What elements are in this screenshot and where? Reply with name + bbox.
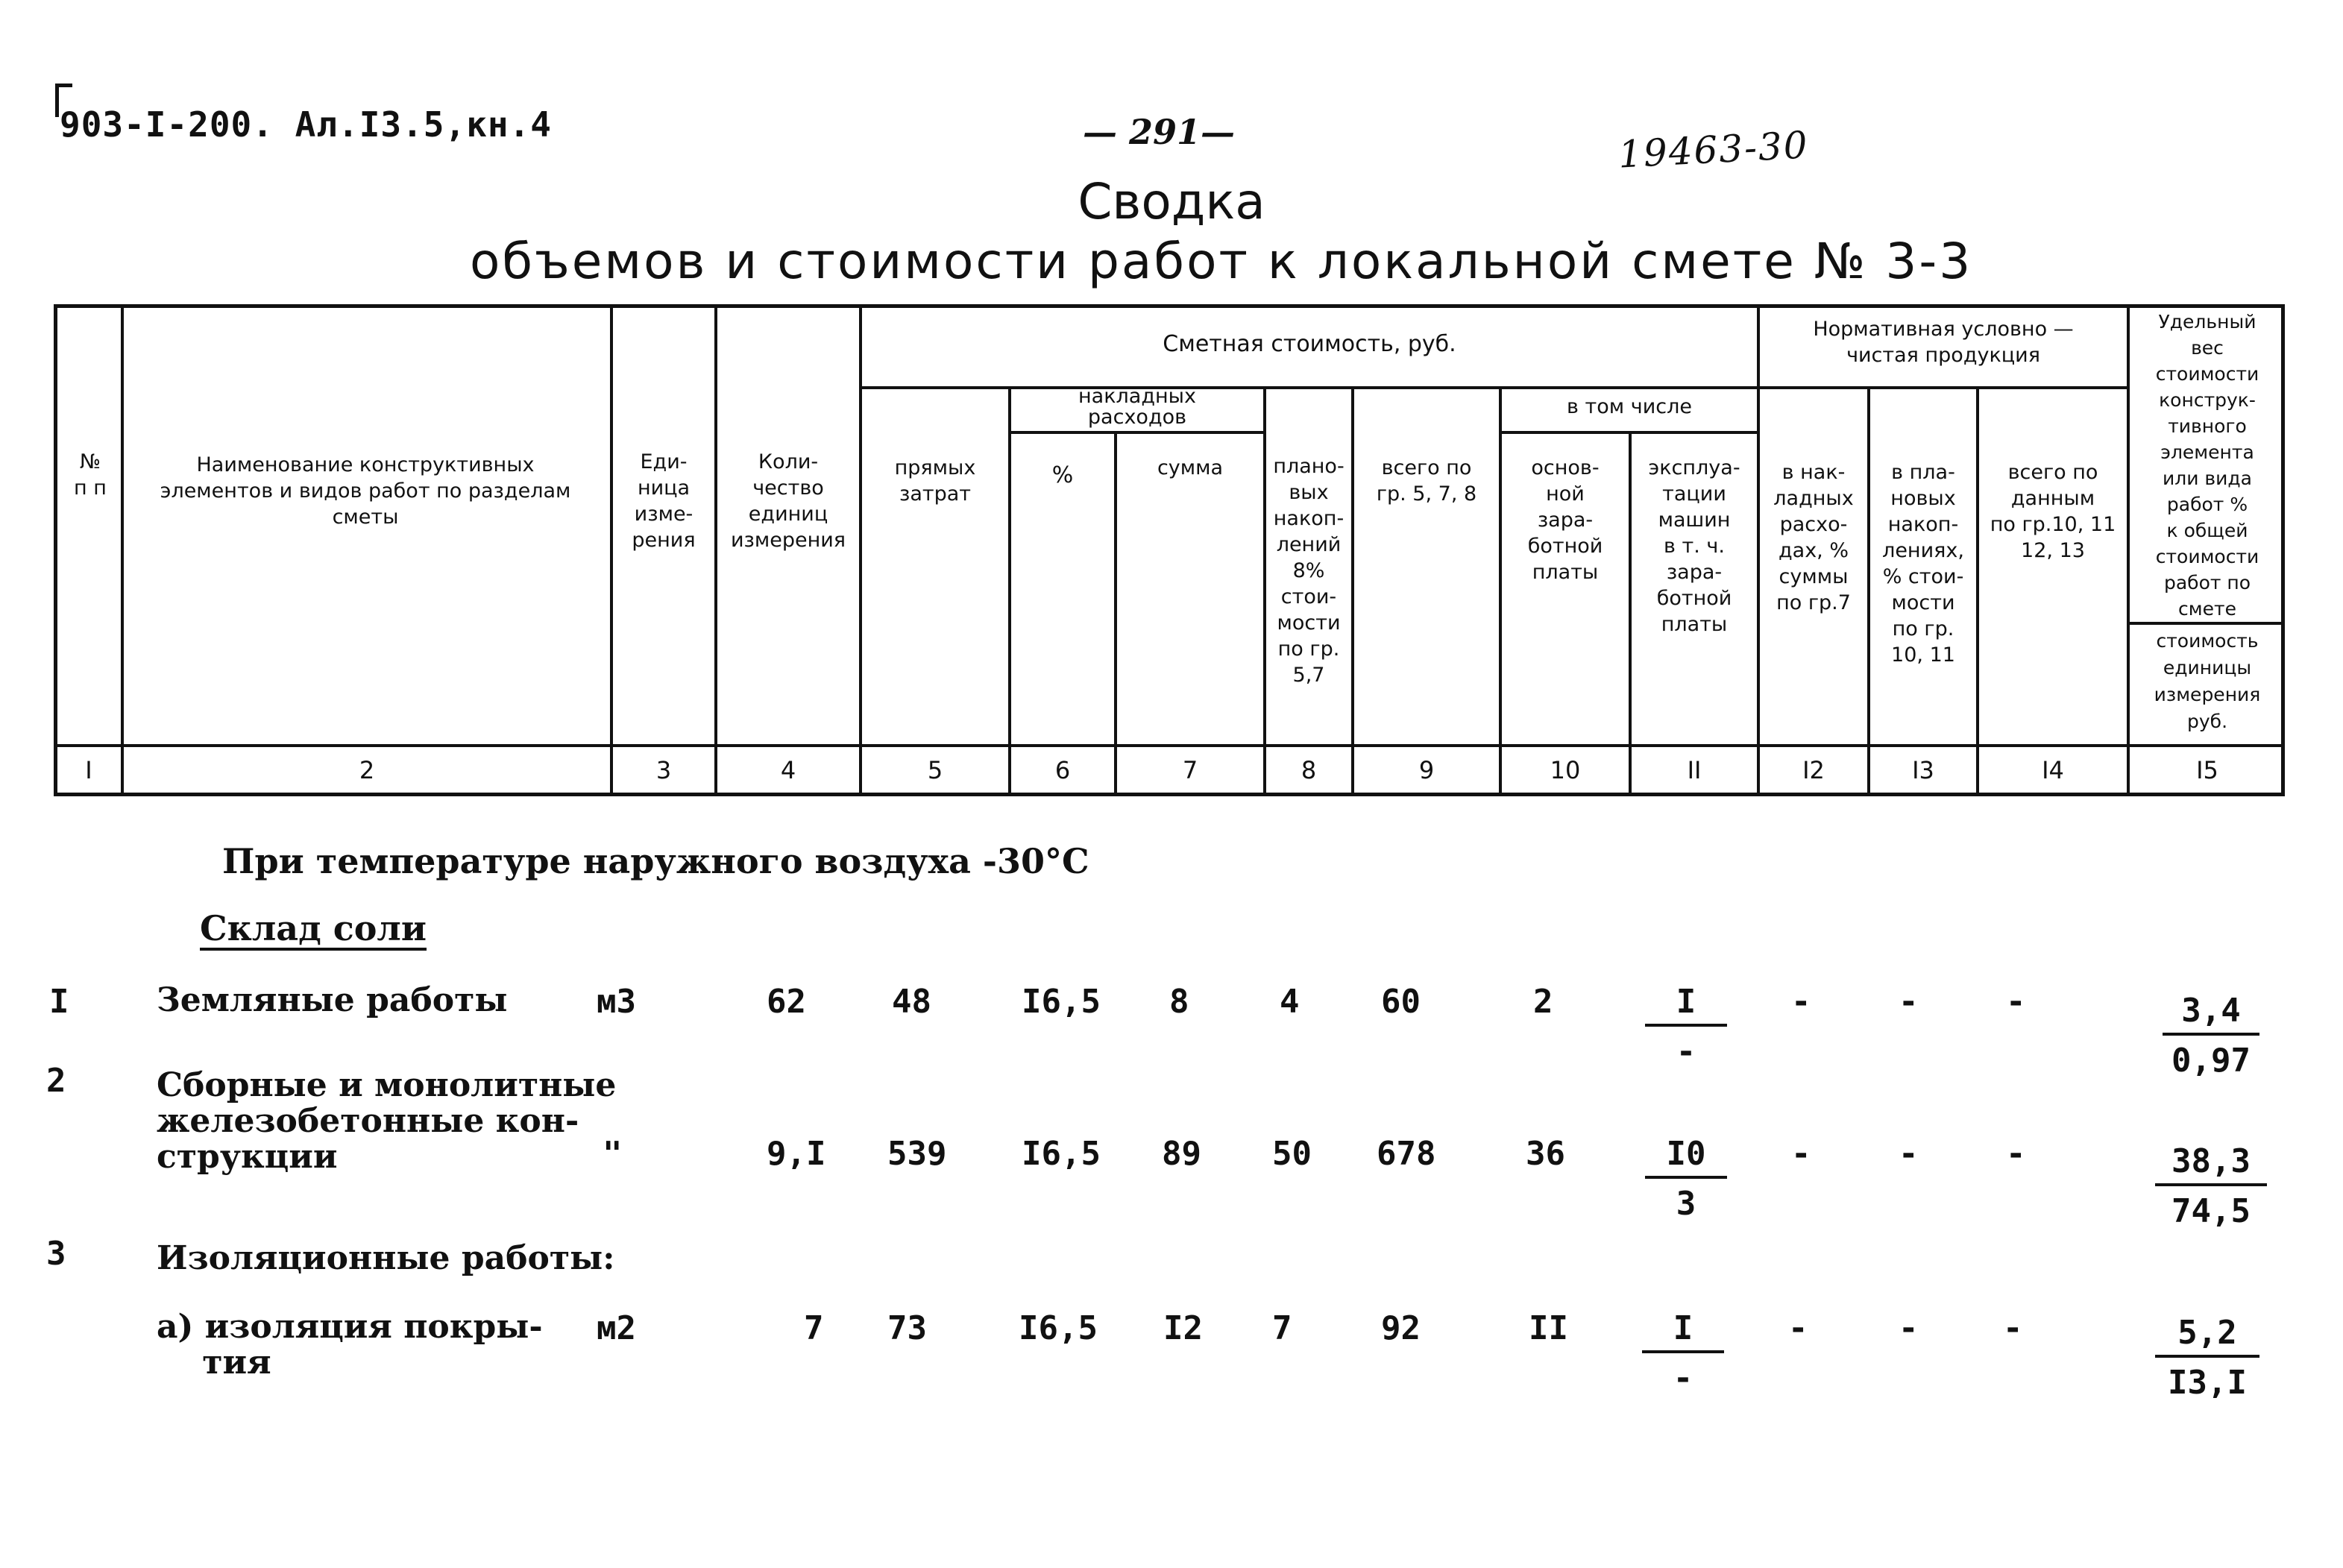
row-name: Изоляционные работы:: [157, 1239, 615, 1277]
row-direct: 48: [892, 983, 931, 1021]
row-planned: 50: [1272, 1135, 1312, 1173]
row-col13: -: [1899, 1135, 1919, 1173]
row-percent: I6,5: [1022, 983, 1101, 1021]
header-norm-overhead: в нак- ладных расхо- дах, % суммы по гр.7: [1773, 461, 1854, 614]
header-overhead: накладных расходов: [1078, 385, 1196, 429]
row-sum: 89: [1162, 1135, 1201, 1173]
row-machine: $\frac{I0}{3}$: [1645, 1135, 1727, 1223]
row-total: 678: [1377, 1135, 1436, 1173]
row-col13: -: [1899, 1309, 1919, 1347]
column-number: 6: [1054, 756, 1071, 784]
row-machine: I -: [1642, 1309, 1724, 1397]
column-number: 4: [780, 756, 796, 784]
row-quantity: 9,I: [767, 1135, 826, 1173]
temperature-condition: При температуре наружного воздуха -30°C: [222, 841, 1089, 881]
column-number: I3: [1912, 756, 1934, 784]
row-number: I: [49, 983, 69, 1021]
handwritten-number: 19463-30: [1617, 123, 1810, 177]
header-overhead-percent: %: [1051, 462, 1074, 488]
column-number: 7: [1182, 756, 1198, 784]
row-name: Земляные работы: [157, 981, 508, 1019]
row-col14: -: [2003, 1309, 2023, 1347]
row-specific-weight: $\frac{38,3}{74,5}$: [2155, 1142, 2267, 1230]
row-wages: 2: [1533, 983, 1553, 1021]
header-total: всего по гр. 5, 7, 8: [1376, 456, 1477, 506]
column-number: 10: [1550, 756, 1581, 784]
row-wages: 36: [1526, 1135, 1565, 1173]
row-name: а) изоляция покры- тия: [157, 1308, 543, 1382]
row-machine: I -: [1645, 983, 1727, 1071]
header-unit: Еди- ница изме- рения: [632, 450, 696, 552]
header-including: в том числе: [1567, 395, 1692, 418]
header-estimated-cost: Сметная стоимость, руб.: [1163, 331, 1456, 357]
page-number: — 291—: [1083, 112, 1236, 152]
row-sum: 8: [1169, 983, 1189, 1021]
section-title: Склад соли: [200, 908, 427, 948]
row-planned: 7: [1272, 1309, 1292, 1347]
row-total: 60: [1381, 983, 1421, 1021]
row-number: 2: [46, 1062, 66, 1100]
row-planned: 4: [1280, 983, 1300, 1021]
header-base-wages: основ- ной зара- ботной платы: [1527, 456, 1603, 584]
header-planned-savings: плано- вых накоп- лений 8% стои- мости по гр. 5,7: [1273, 455, 1345, 687]
header-element-name: Наименование конструктивных элементов и видов работ по разделам сметы: [160, 453, 571, 529]
row-specific-weight: $\frac{5,2}{I3,I}$: [2155, 1314, 2259, 1402]
document-number: 903-I-200. Ал.I3.5,кн.4: [60, 104, 552, 145]
row-total: 92: [1381, 1309, 1421, 1347]
row-percent: I6,5: [1019, 1309, 1098, 1347]
row-unit: ": [603, 1135, 623, 1173]
row-number: 3: [46, 1235, 66, 1273]
row-unit: м3: [597, 983, 636, 1021]
row-col12: -: [1791, 983, 1811, 1021]
column-number: 8: [1301, 756, 1317, 784]
column-number: II: [1687, 756, 1702, 784]
header-normative-production: Нормативная условно — чистая продукция: [1813, 318, 2074, 367]
row-wages: II: [1529, 1309, 1568, 1347]
row-direct: 539: [887, 1135, 947, 1173]
column-number: 2: [359, 756, 375, 784]
header-unit-cost: стоимость единицы измерения руб.: [2154, 630, 2261, 732]
header-norm-total: всего по данным по гр.10, 11 12, 13: [1990, 461, 2116, 562]
column-number: I4: [2042, 756, 2064, 784]
row-percent: I6,5: [1022, 1135, 1101, 1173]
header-machine-operation: эксплуа- тации машин в т. ч. зара- ботной платы: [1648, 456, 1740, 636]
row-col13: -: [1899, 983, 1919, 1021]
page-subtitle: объемов и стоимости работ к локальной смете № 3-3: [470, 233, 1973, 290]
row-unit: м2: [597, 1309, 636, 1347]
row-col12: -: [1791, 1135, 1811, 1173]
column-number: I5: [2196, 756, 2218, 784]
row-col14: -: [2006, 1135, 2026, 1173]
header-norm-planned: в пла- новых накоп- лениях, % стои- мости по гр. 10, 11: [1882, 461, 1964, 667]
row-specific-weight: $\frac{3,4}{0,97}$: [2163, 992, 2259, 1080]
row-name: Сборные и монолитные железобетонные кон- струкции: [157, 1066, 617, 1176]
column-number: 5: [927, 756, 943, 784]
header-quantity: Коли- чество единиц измерения: [730, 450, 846, 552]
header-direct-costs: прямых затрат: [894, 456, 976, 506]
row-sum: I2: [1163, 1309, 1203, 1347]
row-direct: 73: [887, 1309, 927, 1347]
row-quantity: 7: [804, 1309, 824, 1347]
row-quantity: 62: [767, 983, 806, 1021]
column-number: 9: [1418, 756, 1435, 784]
column-number: 3: [655, 756, 672, 784]
header-specific-weight: Удельный вес стоимости конструк- тивного элемента или вида работ % к общей стоимости работ по смете: [2155, 311, 2259, 620]
page-title: Сводка: [1078, 173, 1265, 230]
row-col12: -: [1788, 1309, 1808, 1347]
row-col14: -: [2006, 983, 2026, 1021]
column-number: I: [85, 756, 92, 784]
column-number: I2: [1802, 756, 1825, 784]
header-row-number: № п п: [74, 450, 107, 500]
header-overhead-sum: сумма: [1157, 456, 1224, 479]
